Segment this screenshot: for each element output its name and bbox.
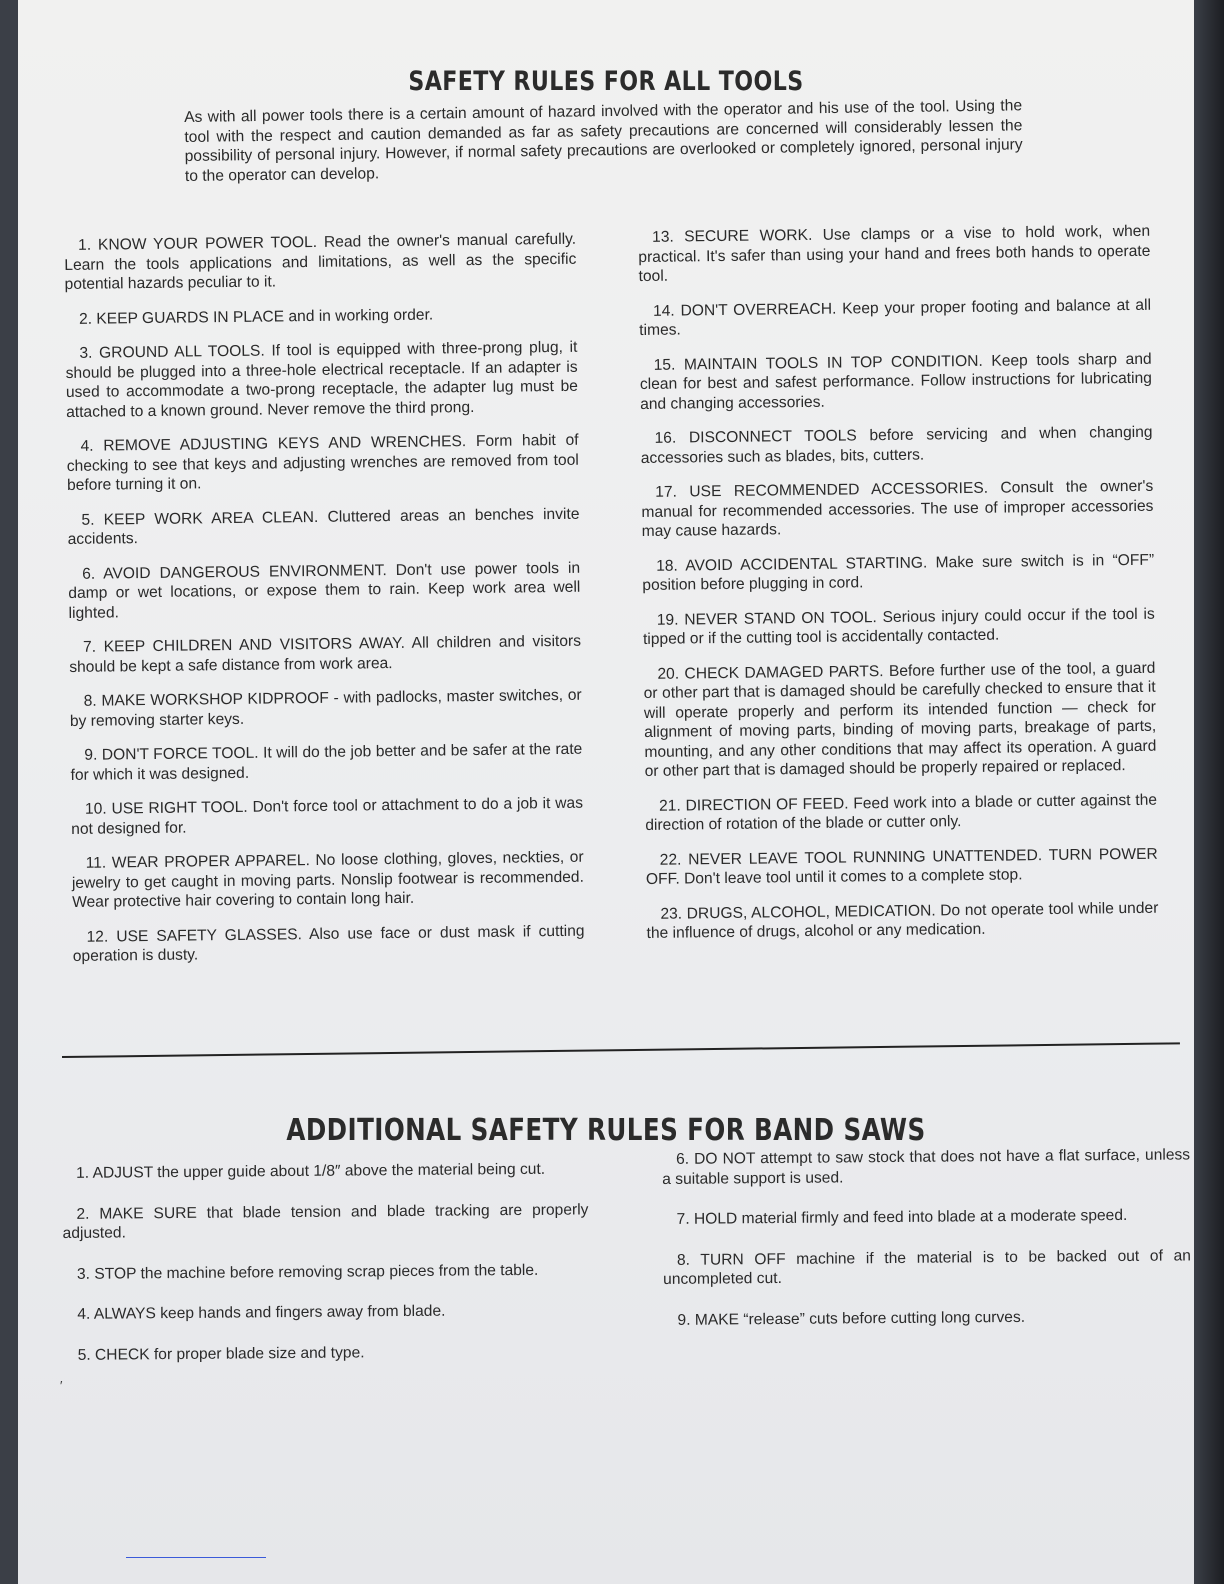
rule-item: 8. MAKE WORKSHOP KIDPROOF - with padlocks, master switches, or by removing starter keys. [69,686,582,730]
rule-item: 16. DISCONNECT TOOLS before servicing and when changing accessories such as blades, bits, cutters. [640,423,1153,467]
rule-item: 4. ALWAYS keep hands and fingers away from blade. [77,1302,446,1323]
rules-column-right [638,222,1159,959]
rule-item: 3. GROUND ALL TOOLS. If tool is equipped with three-prong plug, it should be plugged into a three-hole electrical receptacle. If an adapter is used to accommodate a two-prong receptacle, the adapter lug must be attached to a known ground. Never remove the third prong. [65,338,578,421]
rules-column-left [64,230,585,982]
rule-item: 9. DON'T FORCE TOOL. It will do the job better and be safer at the rate for which it was designed. [70,740,583,784]
rule-item: 9. MAKE “release” cuts before cutting long curves. [677,1308,1026,1329]
background-edge [1194,0,1224,1584]
rule-item: 7. KEEP CHILDREN AND VISITORS AWAY. All children and visitors should be kept a safe distance from work area. [69,632,582,676]
rule-item: 1. ADJUST the upper guide about 1/8″ above the material being cut. [76,1160,546,1182]
rule-item: 22. NEVER LEAVE TOOL RUNNING UNATTENDED. TURN POWER OFF. Don't leave tool until it comes to a complete stop. [645,845,1158,888]
rule-item: 1. KNOW YOUR POWER TOOL. Read the owner's manual carefully. Learn the tools applications and limitations, as well as the specific potential hazards peculiar to it. [64,230,577,293]
rule-item: 17. USE RECOMMENDED ACCESSORIES. Consult the owner's manual for recommended accessories. The use of improper accessories may cause hazards. [641,477,1154,540]
rule-item: 6. DO NOT attempt to saw stock that does not have a flat surface, unless a suitable support is used. [662,1146,1191,1188]
rule-item: 6. AVOID DANGEROUS ENVIRONMENT. Don't use power tools in damp or wet locations, or expose them to rain. Keep work area well lighted. [68,559,581,622]
rule-item: 14. DON'T OVERREACH. Keep your proper footing and balance at all times. [639,296,1152,339]
band-saw-rules-left [62,1159,590,1386]
page-title: SAFETY RULES FOR ALL TOOLS [408,66,804,97]
rule-item: 10. USE RIGHT TOOL. Don't force tool or attachment to do a job it was not designed for. [71,794,584,838]
rule-item: 4. REMOVE ADJUSTING KEYS AND WRENCHES. Form habit of checking to see that keys and adjusting wrenches are removed from tool before turning it on. [66,431,579,494]
rule-item: 7. HOLD material firmly and feed into blade at a moderate speed. [676,1206,1128,1228]
rule-item: 19. NEVER STAND ON TOOL. Serious injury could occur if the tool is tipped or if the cutting tool is accidentally contacted. [642,605,1155,648]
document-page [18,0,1194,1584]
rule-item: 8. TURN OFF machine if the material is to be backed out of an uncompleted cut. [663,1246,1192,1288]
rule-item: 5. CHECK for proper blade size and type. [77,1343,365,1364]
rule-item: 11. WEAR PROPER APPAREL. No loose clothing, gloves, neckties, or jewelry to get caught in moving parts. Nonslip footwear is recommended. Wear protective hair covering to contain long hair. [71,848,584,911]
rule-item: 23. DRUGS, ALCOHOL, MEDICATION. Do not operate tool while under the influence of drugs, alcohol or any medication. [646,899,1159,942]
rule-item: 21. DIRECTION OF FEED. Feed work into a blade or cutter against the direction of rotation of the blade or cutter only. [645,791,1158,834]
rule-item: 2. MAKE SURE that blade tension and blade tracking are properly adjusted. [62,1200,589,1242]
pencil-mark: ′ [60,1378,63,1393]
rule-item: 12. USE SAFETY GLASSES. Also use face or dust mask if cutting operation is dusty. [72,922,585,965]
intro-paragraph: As with all power tools there is a certain amount of hazard involved with the operator and his use of the tool. Using the tool with the respect and caution demanded as far as safety precautions are concerned will considerably lessen the possibility of personal injury. However, if normal safety precautions are overlooked or completely ignored, personal injury to the operator can develop. [184,97,1023,185]
rule-item: 2. KEEP GUARDS IN PLACE and in working order. [78,305,434,328]
rule-item: 15. MAINTAIN TOOLS IN TOP CONDITION. Keep tools sharp and clean for best and safest performance. Follow instructions for lubricating and changing accessories. [639,350,1152,413]
rule-item: 18. AVOID ACCIDENTAL STARTING. Make sure switch is in “OFF” position before plugging in cord. [642,551,1155,594]
rule-item: 5. KEEP WORK AREA CLEAN. Cluttered areas an benches invite accidents. [67,505,580,548]
band-saw-rules-right [662,1145,1192,1351]
blue-underline-mark [126,1557,266,1558]
section-title-band-saws: ADDITIONAL SAFETY RULES FOR BAND SAWS [286,1113,926,1148]
section-divider [62,1042,1180,1058]
rule-item: 20. CHECK DAMAGED PARTS. Before further use of the tool, a guard or other part that is damaged should be carefully checked to ensure that it will operate properly and perform its intended function — check for alignment of moving parts, binding of moving parts, breakage of parts, mounting, and any other conditions that may affect its operation. A guard or other part that is damaged should be properly repaired or replaced. [643,659,1157,780]
rule-item: 3. STOP the machine before removing scrap pieces from the table. [76,1261,539,1283]
rule-item: 13. SECURE WORK. Use clamps or a vise to hold work, when practical. It's safer than using your hand and frees both hands to operate tool. [638,222,1151,285]
